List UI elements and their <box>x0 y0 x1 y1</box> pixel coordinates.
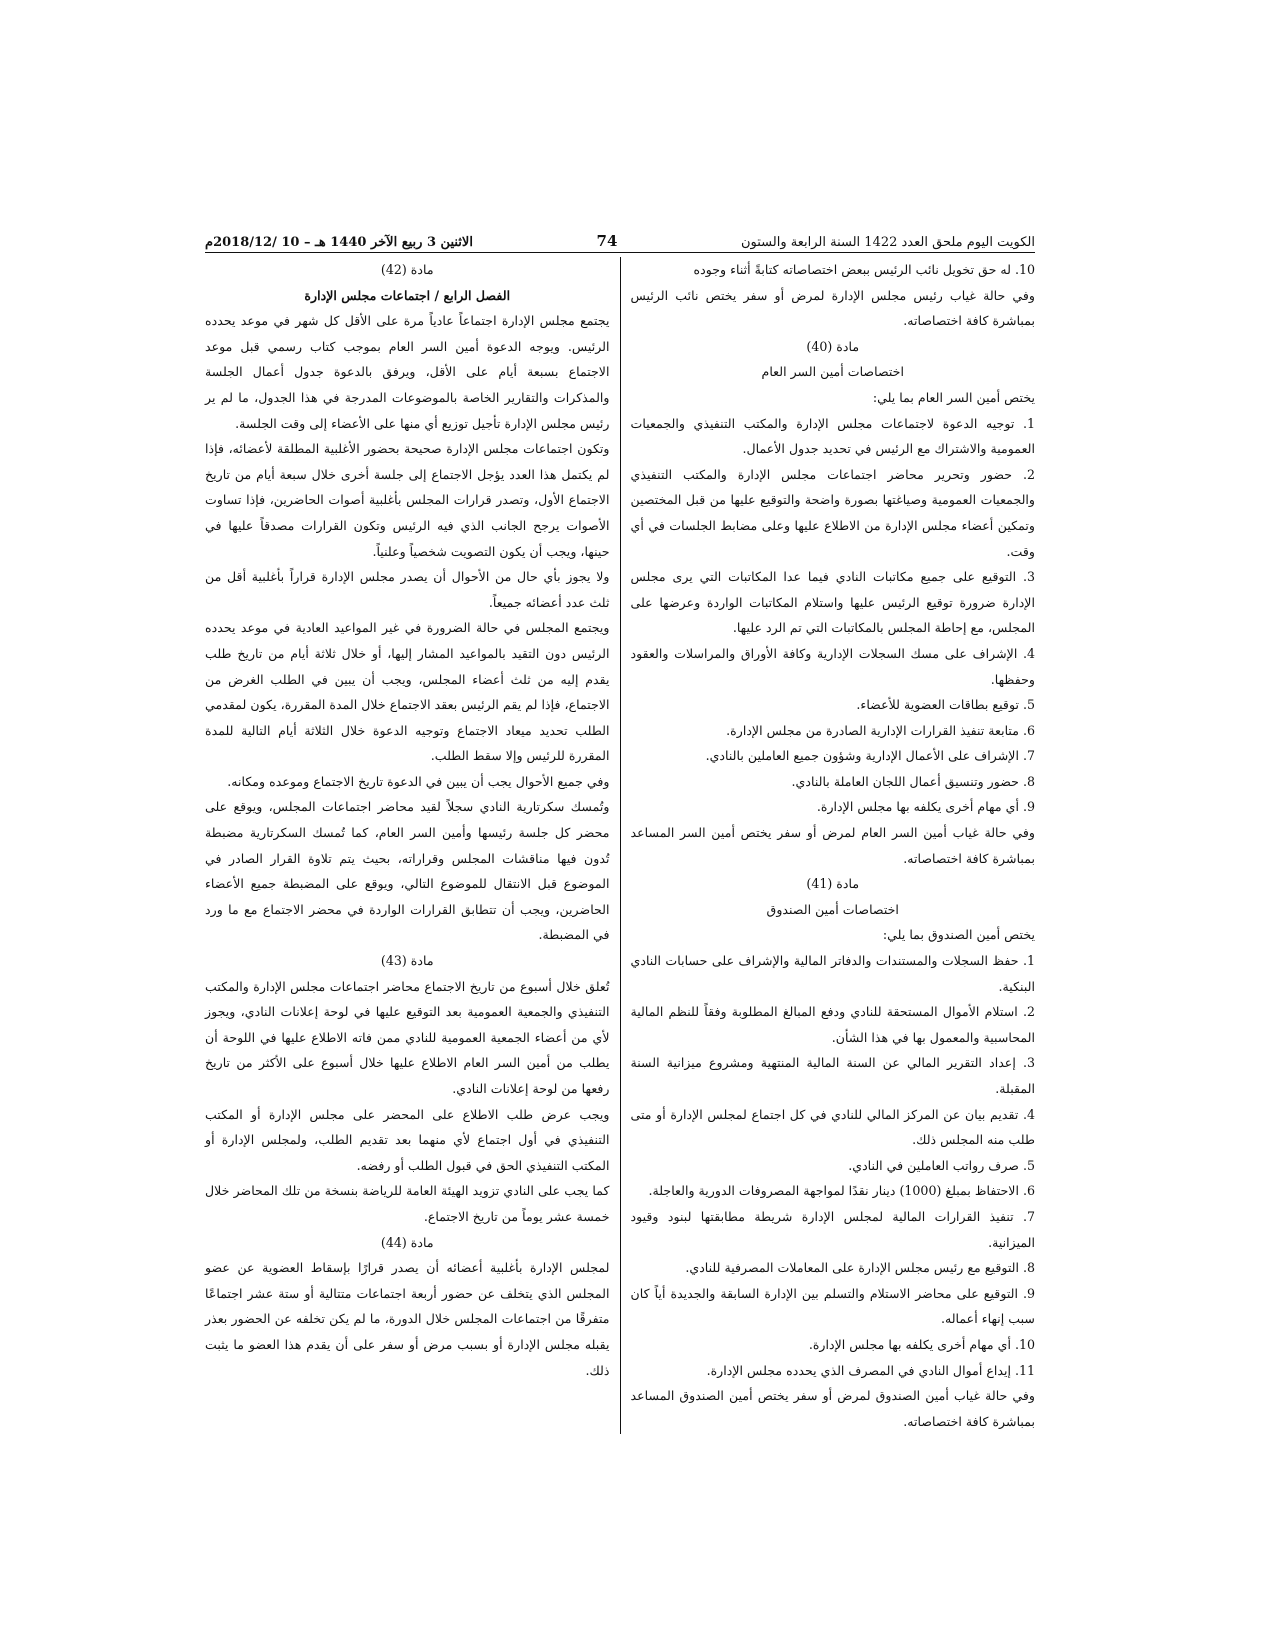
list-item: 10. أي مهام أخرى يكلفه بها مجلس الإدارة. <box>808 1336 1035 1352</box>
list-item: 2. استلام الأموال المستحقة للنادي ودفع المبالغ المطلوبة وفقاً للنظم المالية المحاسبية والمعمول بها في هذا الشأن. <box>630 1004 1035 1045</box>
header-publication: الكويت اليوم ملحق العدد 1422 السنة الرابعة والستون <box>740 235 1035 250</box>
article-43-heading: مادة (43) <box>380 953 434 969</box>
article-42-paragraph: وتُمسك سكرتارية النادي سجلاً لقيد محاضر اجتماعات المجلس، ويوقع على محضر كل جلسة رئيسها وأمين السر العام، كما تُمسك السكرتارية مضبطة تُدون فيها مناقشات المجلس وقراراته، بحيث يتم تلاوة القرار الصادر في الموضوع قبل الانتقال للموضوع التالي، ويوقع على المضبطة جميع الأعضاء الحاضرين، ويجب أن تتطابق القرارات الواردة في محضر الاجتماع مع ما ورد في المضبطة. <box>205 799 610 943</box>
list-item: 5. توقيع بطاقات العضوية للأعضاء. <box>856 697 1035 713</box>
article-42-paragraph: ويجتمع المجلس في حالة الضرورة في غير المواعيد العادية في موعد يحدده الرئيس دون التقيد بالمواعيد المشار إليها، أو خلال ثلاثة أيام من تاريخ طلب يقدم إليه من ثلث أعضاء المجلس، ويجب أن يبين في الطلب الغرض من الاجتماع، فإذا لم يقم الرئيس بعقد الاجتماع خلال المدة المقررة، يكون لمقدمي الطلب تحديد ميعاد الاجتماع وتوجيه الدعوة خلال الثلاثة أيام التالية للمدة المقررة للرئيس وإلا سقط الطلب. <box>205 620 610 764</box>
paragraph-vice-president: وفي حالة غياب رئيس مجلس الإدارة لمرض أو سفر يختص نائب الرئيس بمباشرة كافة اختصاصاته. <box>630 287 1035 329</box>
list-item: 3. إعداد التقرير المالي عن السنة المالية المنتهية ومشروع ميزانية السنة المقبلة. <box>630 1055 1035 1096</box>
article-42-paragraph: وتكون اجتماعات مجلس الإدارة صحيحة بحضور الأغلبية المطلقة لأعضائه، فإذا لم يكتمل هذا العدد يؤجل الاجتماع إلى جلسة أخرى خلال سبعة أيام من تاريخ الاجتماع الأول، وتصدر قرارات المجلس بأغلبية أصوات الحاضرين، فإذا تساوت الأصوات يرجح الجانب الذي فيه الرئيس وتكون القرارات مصدقاً عليها في حينها، ويجب أن يكون التصويت شخصياً وعلنياً. <box>205 441 610 559</box>
article-41-intro: يختص أمين الصندوق بما يلي: <box>882 927 1035 943</box>
page-number: 74 <box>596 232 618 250</box>
article-41-heading: مادة (41) <box>806 876 860 892</box>
article-42-paragraph: ولا يجوز بأي حال من الأحوال أن يصدر مجلس الإدارة قراراً بأغلبية أقل من ثلث عدد أعضائه جميعاً. <box>205 569 610 610</box>
article-40-title: اختصاصات أمين السر العام <box>761 364 904 380</box>
article-43-paragraph: ويجب عرض طلب الاطلاع على المحضر على مجلس الإدارة أو المكتب التنفيذي في أول اجتماع لأي منهما بعد تقديم الطلب، ولمجلس الإدارة أو المكتب التنفيذي الحق في قبول الطلب أو رفضه. <box>205 1106 610 1173</box>
gazette-page <box>205 228 1035 1434</box>
article-43-paragraph: تُعلق خلال أسبوع من تاريخ الاجتماع محاضر اجتماعات مجلس الإدارة والمكتب التنفيذي والجمعية العمومية بعد التوقيع عليها في لوحة إعلانات النادي، ويجوز لأي من أعضاء الجمعية العمومية للنادي ممن فاته الاطلاع عليها في اللوحة أن يطلب من أمين السر العام الاطلاع عليها خلال أسبوع على الأكثر من تاريخ رفعها من لوحة إعلانات النادي. <box>205 978 610 1096</box>
list-item: 7. الإشراف على الأعمال الإدارية وشؤون جميع العاملين بالنادي. <box>705 748 1035 764</box>
chapter-4-title: الفصل الرابع / اجتماعات مجلس الإدارة <box>304 287 511 303</box>
article-40-closing: وفي حالة غياب أمين السر العام لمرض أو سفر يختص أمين السر المساعد بمباشرة كافة اختصاصاته. <box>630 825 1035 866</box>
list-item: 8. حضور وتنسيق أعمال اللجان العاملة بالنادي. <box>791 773 1035 789</box>
list-item: 6. الاحتفاظ بمبلغ (1000) دينار نقدًا لمواجهة المصروفات الدورية والعاجلة. <box>648 1183 1035 1199</box>
list-item: 3. التوقيع على جميع مكاتبات النادي فيما عدا المكاتبات التي يرى مجلس الإدارة ضرورة توقيع الرئيس عليها واستلام المكاتبات الواردة وعرضها على المجلس، مع إحاطة المجلس بالمكاتبات التي تم الرد عليها. <box>630 569 1035 636</box>
left-column <box>205 257 620 1434</box>
list-item: 6. متابعة تنفيذ القرارات الإدارية الصادرة من مجلس الإدارة. <box>726 722 1035 738</box>
article-42-heading: مادة (42) <box>380 262 434 277</box>
list-item: 9. التوقيع على محاضر الاستلام والتسلم بين الإدارة السابقة والجديدة أياً كان سبب إنهاء أعماله. <box>630 1285 1035 1327</box>
article-40-intro: يختص أمين السر العام بما يلي: <box>872 389 1035 405</box>
article-40-heading: مادة (40) <box>806 338 860 354</box>
two-column-body <box>205 257 1035 1434</box>
list-item: 4. الإشراف على مسك السجلات الإدارية وكافة الأوراق والمراسلات والعقود وحفظها. <box>630 645 1035 687</box>
list-item: 5. صرف رواتب العاملين في النادي. <box>848 1157 1035 1173</box>
list-item: 9. أي مهام أخرى يكلفه بها مجلس الإدارة. <box>816 799 1035 815</box>
list-item: 8. التوقيع مع رئيس مجلس الإدارة على المعاملات المصرفية للنادي. <box>685 1260 1035 1276</box>
article-42-paragraph: يجتمع مجلس الإدارة اجتماعاً عادياً مرة على الأقل كل شهر في موعد يحدده الرئيس. ويوجه الدعوة أمين السر العام بموجب كتاب رسمي قبل موعد الاجتماع بسبعة أيام على الأقل، ويرفق بالدعوة جدول أعمال الجلسة والمذكرات والتقارير الخاصة بالموضوعات المدرجة في هذا الجدول، ما لم ير رئيس مجلس الإدارة تأجيل توزيع أي منها على الأعضاء إلى وقت الجلسة. <box>205 313 610 431</box>
item-10-continued: 10. له حق تخويل نائب الرئيس ببعض اختصاصاته كتابةً أثناء وجوده <box>693 262 1035 277</box>
page-header <box>205 228 1035 253</box>
list-item: 1. توجيه الدعوة لاجتماعات مجلس الإدارة والمكتب التنفيذي والجمعيات العمومية والاشتراك مع الرئيس في تحديد جدول الأعمال. <box>630 415 1035 457</box>
header-date: الاثنين 3 ربيع الآخر 1440 هـ – 10 /2018/12م <box>205 235 473 250</box>
list-item: 2. حضور وتحرير محاضر اجتماعات مجلس الإدارة والمكتب التنفيذي والجمعيات العمومية وصياغتها بصورة واضحة والتوقيع عليها من قبل المختصين وتمكين أعضاء مجلس الإدارة من الاطلاع عليها وعلى مضابط الجلسات في أي وقت. <box>630 466 1035 559</box>
article-41-title: اختصاصات أمين الصندوق <box>766 901 899 917</box>
list-item: 11. إيداع أموال النادي في المصرف الذي يحدده مجلس الإدارة. <box>706 1362 1035 1378</box>
list-item: 1. حفظ السجلات والمستندات والدفاتر المالية والإشراف على حسابات النادي البنكية. <box>630 953 1035 994</box>
article-44-paragraph: لمجلس الإدارة بأغلبية أعضائه أن يصدر قرارًا بإسقاط العضوية عن عضو المجلس الذي يتخلف عن حضور أربعة اجتماعات متتالية أو ستة عشر اجتماعًا متفرقًا من اجتماعات المجلس خلال الدورة، ما لم يكن تخلفه عن الحضور بعذر يقبله مجلس الإدارة أو بسبب مرض أو سفر على أن يقدم هذا العضو ما يثبت ذلك. <box>205 1260 610 1378</box>
list-item: 4. تقديم بيان عن المركز المالي للنادي في كل اجتماع لمجلس الإدارة أو متى طلب منه المجلس ذلك. <box>630 1106 1035 1148</box>
list-item: 7. تنفيذ القرارات المالية لمجلس الإدارة شريطة مطابقتها لبنود وقيود الميزانية. <box>630 1208 1035 1250</box>
article-43-paragraph: كما يجب على النادي تزويد الهيئة العامة للرياضة بنسخة من تلك المحاضر خلال خمسة عشر يوماً من تاريخ الاجتماع. <box>205 1183 610 1224</box>
article-44-heading: مادة (44) <box>380 1234 434 1250</box>
article-42-paragraph: وفي جميع الأحوال يجب أن يبين في الدعوة تاريخ الاجتماع وموعده ومكانه. <box>227 773 610 789</box>
right-column <box>620 257 1036 1434</box>
article-41-closing: وفي حالة غياب أمين الصندوق لمرض أو سفر يختص أمين الصندوق المساعد بمباشرة كافة اختصاصاته. <box>630 1388 1035 1429</box>
